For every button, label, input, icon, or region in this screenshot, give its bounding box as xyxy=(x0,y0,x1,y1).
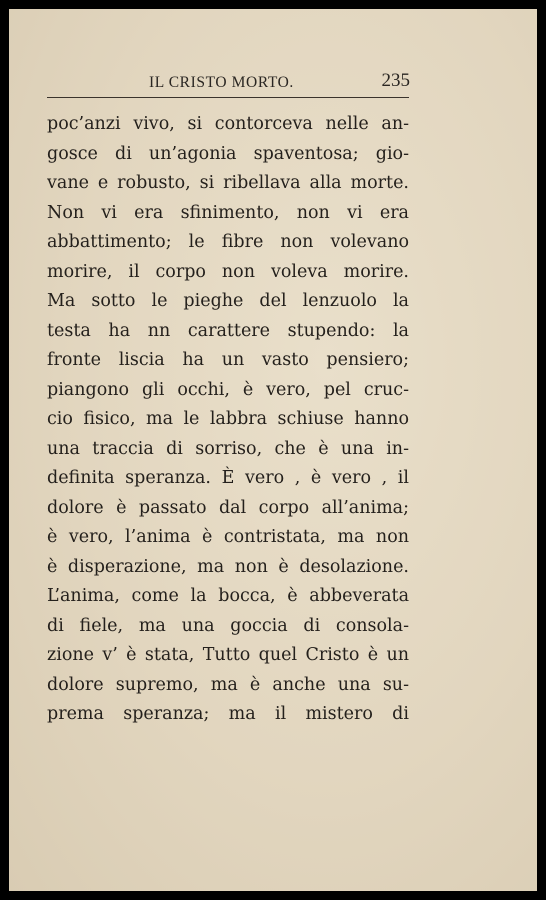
body-text xyxy=(47,110,409,730)
text-line: zione v’ è stata, Tutto quel Cristo è un xyxy=(47,645,409,665)
text-line: Non vi era sfinimento, non vi era xyxy=(47,202,409,223)
text-line: definita speranza. È vero , è vero , il xyxy=(47,468,409,488)
book-page xyxy=(9,9,537,891)
text-line: morire, il corpo non voleva morire. xyxy=(47,261,409,282)
header-rule xyxy=(47,97,409,98)
text-line: dolore è passato dal corpo all’anima; xyxy=(47,497,409,518)
text-line: testa ha nn carattere stupendo: la xyxy=(47,320,409,341)
text-line: è disperazione, ma non è desolazione. xyxy=(47,556,409,577)
text-line: gosce di un’agonia spaventosa; gio- xyxy=(47,143,409,164)
text-line: L’anima, come la bocca, è abbeverata xyxy=(47,586,409,606)
text-line: poc’anzi vivo, si contorceva nelle an- xyxy=(47,114,409,134)
running-title: IL CRISTO MORTO. xyxy=(149,74,294,91)
page-number: 235 xyxy=(381,70,410,91)
text-line: è vero, l’anima è contristata, ma non xyxy=(47,527,409,547)
text-line: una traccia di sorriso, che è una in- xyxy=(47,438,409,459)
text-line: cio fisico, ma le labbra schiuse hanno xyxy=(47,409,409,429)
text-line: piangono gli occhi, è vero, pel cruc- xyxy=(47,379,409,400)
text-line: di fiele, ma una goccia di consola- xyxy=(47,615,409,636)
text-line: fronte liscia ha un vasto pensiero; xyxy=(47,350,409,370)
text-line: prema speranza; ma il mistero di xyxy=(47,704,409,724)
text-line: abbattimento; le fibre non volevano xyxy=(47,232,409,252)
text-line: Ma sotto le pieghe del lenzuolo la xyxy=(47,291,409,311)
text-line: dolore supremo, ma è anche una su- xyxy=(47,674,409,695)
text-line: vane e robusto, si ribellava alla morte. xyxy=(47,173,409,193)
